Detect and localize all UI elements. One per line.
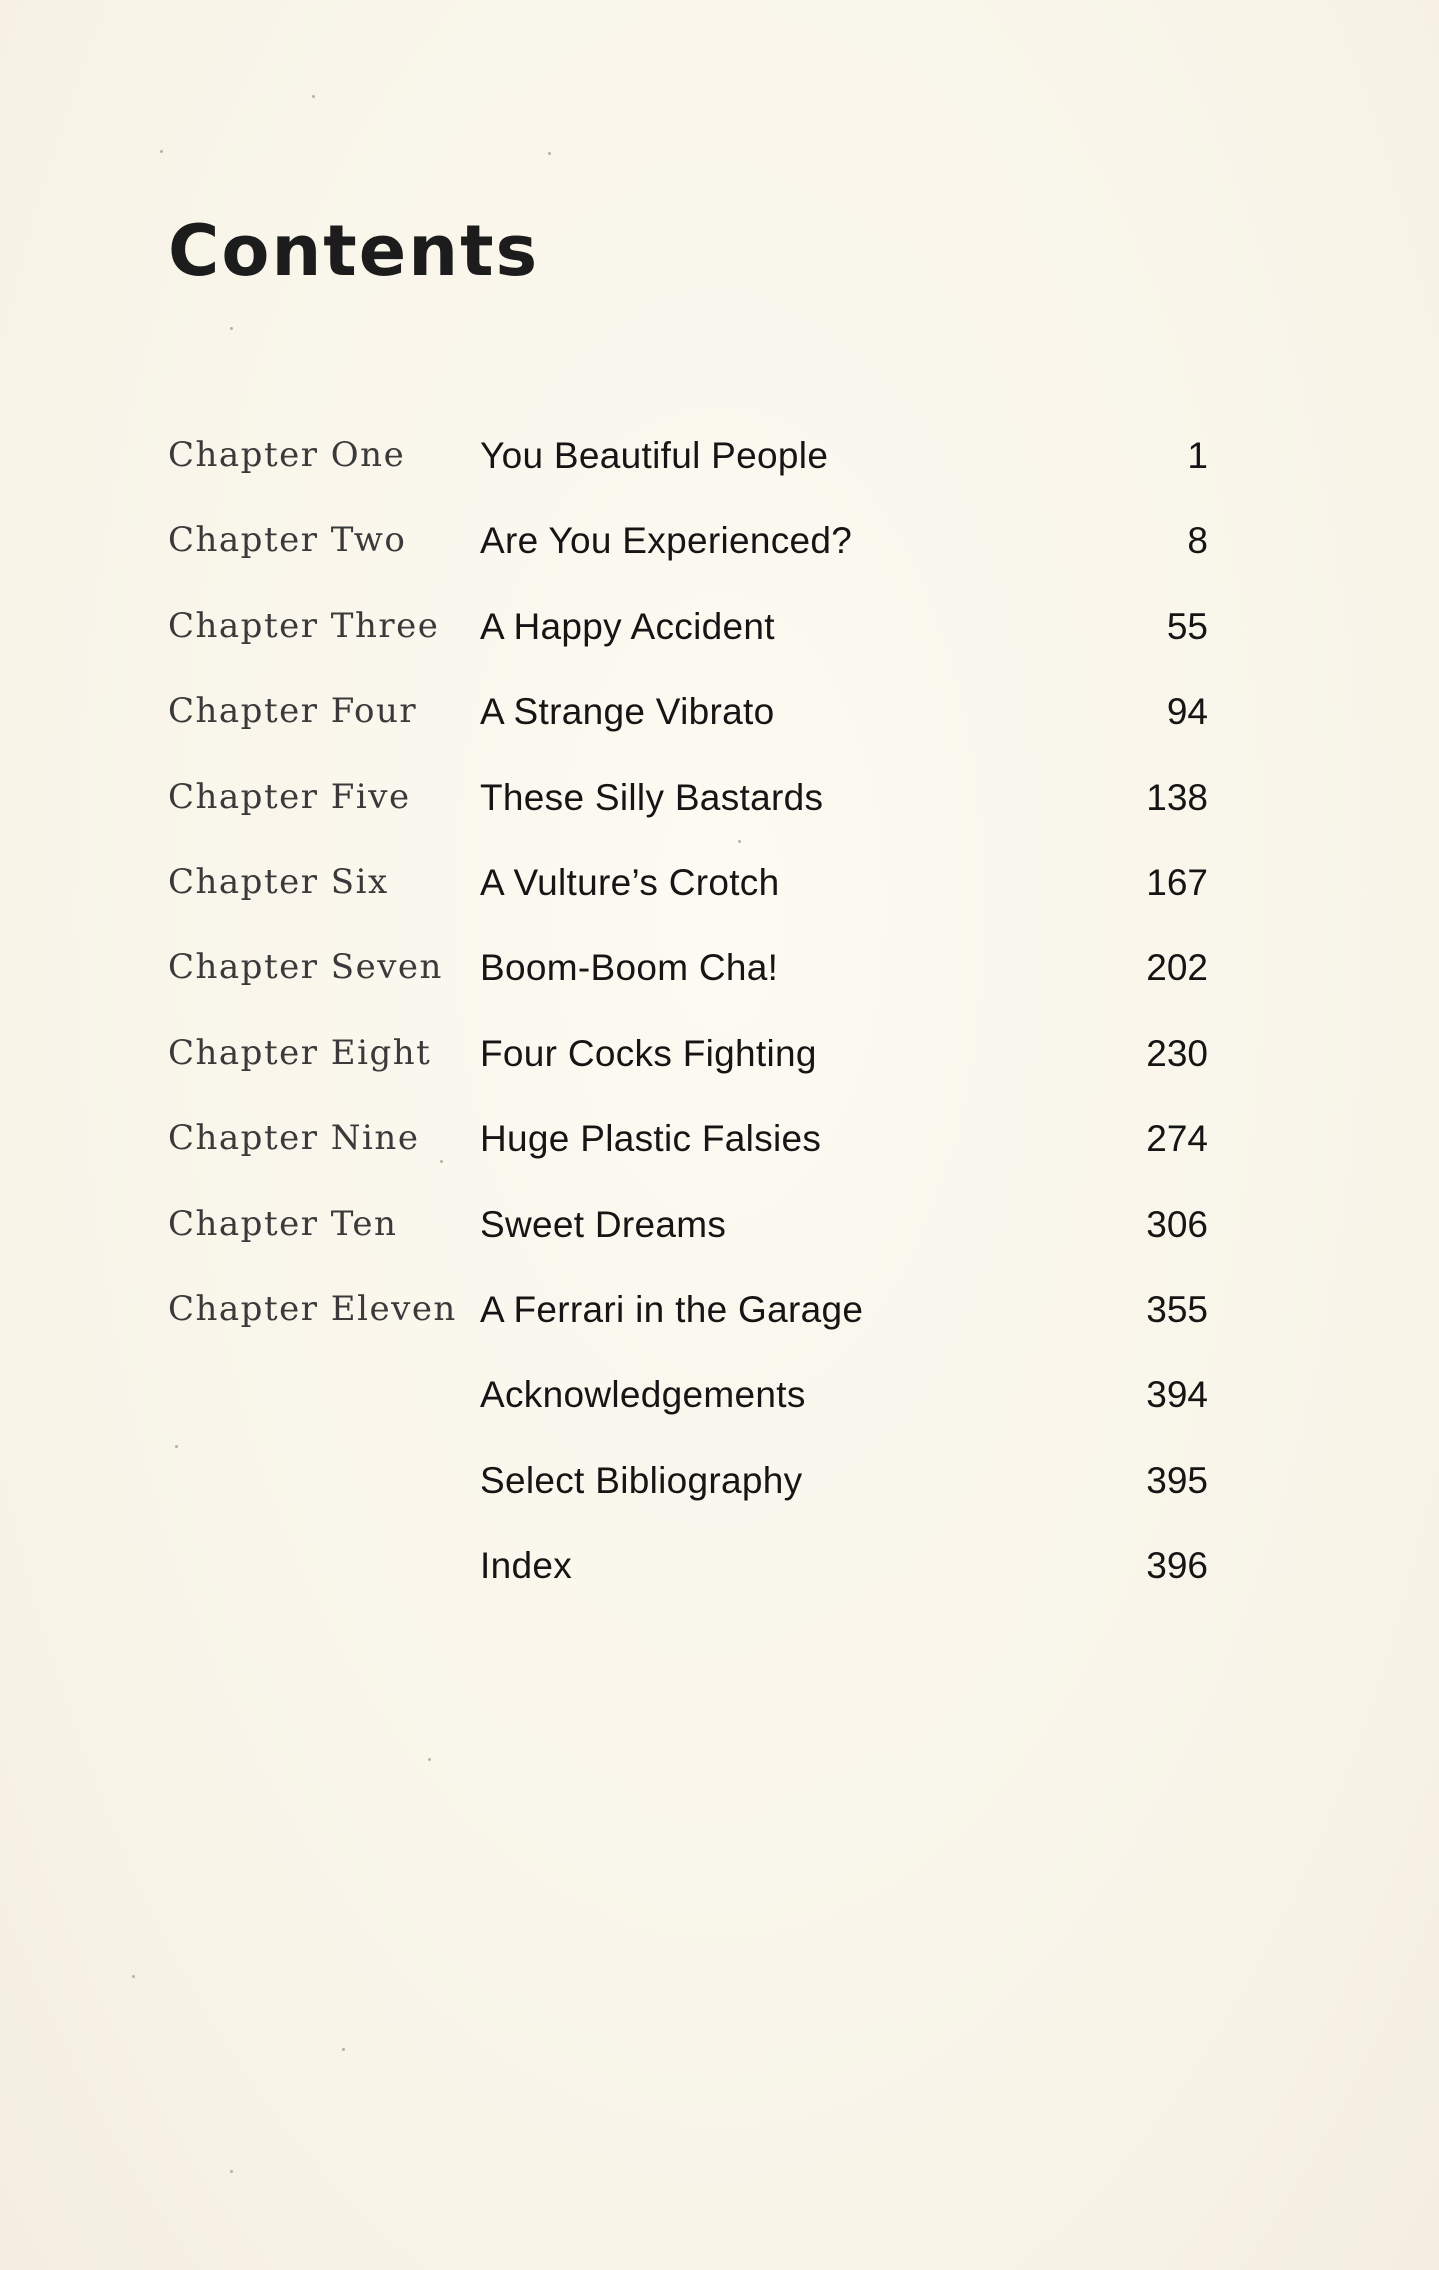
- toc-entry: [168, 852, 1208, 937]
- chapter-title: A Ferrari in the Garage: [480, 1288, 864, 1330]
- toc-entry: [168, 1364, 1208, 1449]
- toc-entry: [168, 1194, 1208, 1279]
- chapter-label: Chapter One: [168, 435, 406, 475]
- page-number: 202: [1146, 947, 1208, 989]
- chapter-title: Sweet Dreams: [480, 1203, 727, 1245]
- page-number: 394: [1146, 1374, 1208, 1416]
- paper-speck: [428, 1758, 431, 1761]
- paper-speck: [160, 150, 163, 153]
- page-number: 306: [1146, 1203, 1208, 1245]
- chapter-title: A Vulture’s Crotch: [480, 861, 780, 903]
- chapter-title: You Beautiful People: [480, 435, 829, 476]
- paper-speck: [738, 840, 741, 843]
- chapter-label: Chapter Seven: [168, 947, 443, 988]
- page-number: 138: [1146, 776, 1208, 818]
- page-title: Contents: [168, 210, 540, 292]
- chapter-label: Chapter Six: [168, 861, 389, 902]
- page-number: 396: [1146, 1545, 1208, 1587]
- page-number: 167: [1146, 861, 1208, 903]
- chapter-label: Chapter Three: [168, 605, 440, 646]
- paper-speck: [312, 95, 315, 98]
- paper-speck: [440, 1160, 443, 1163]
- paper-speck: [342, 2048, 345, 2051]
- paper-speck: [132, 1975, 135, 1978]
- page-number: 94: [1166, 691, 1208, 733]
- toc-entry: [168, 937, 1208, 1022]
- paper-speck: [230, 2170, 233, 2173]
- section-title: Index: [480, 1545, 573, 1587]
- page-number: 355: [1146, 1288, 1208, 1330]
- toc-entry: [168, 596, 1208, 681]
- chapter-label: Chapter Nine: [168, 1118, 420, 1159]
- chapter-label: Chapter Four: [168, 691, 418, 732]
- chapter-label: Chapter Eleven: [168, 1288, 457, 1329]
- page-number: 55: [1166, 605, 1208, 647]
- chapter-title: A Happy Accident: [480, 605, 775, 647]
- toc-entry: [168, 681, 1208, 766]
- page-number: 8: [1187, 520, 1208, 562]
- section-title: Acknowledgements: [480, 1374, 806, 1416]
- table-of-contents: [168, 425, 1208, 1620]
- toc-entry: [168, 1535, 1208, 1620]
- toc-entry: [168, 1450, 1208, 1535]
- page-number: 395: [1146, 1459, 1208, 1501]
- chapter-title: A Strange Vibrato: [480, 691, 775, 733]
- section-title: Select Bibliography: [480, 1459, 803, 1501]
- page-number: 1: [1187, 435, 1208, 476]
- paper-speck: [548, 152, 551, 155]
- toc-entry: [168, 425, 1208, 510]
- chapter-label: Chapter Eight: [168, 1032, 432, 1073]
- chapter-title: Boom-Boom Cha!: [480, 947, 779, 989]
- chapter-label: Chapter Five: [168, 776, 411, 817]
- chapter-label: Chapter Two: [168, 520, 407, 561]
- chapter-title: Four Cocks Fighting: [480, 1032, 817, 1074]
- paper-speck: [175, 1445, 178, 1448]
- paper-speck: [230, 327, 233, 330]
- page-number: 230: [1146, 1032, 1208, 1074]
- chapter-title: These Silly Bastards: [480, 776, 824, 818]
- toc-entry: [168, 767, 1208, 852]
- chapter-label: Chapter Ten: [168, 1203, 398, 1244]
- chapter-title: Are You Experienced?: [480, 520, 853, 562]
- toc-entry: [168, 1023, 1208, 1108]
- toc-entry: [168, 510, 1208, 595]
- chapter-title: Huge Plastic Falsies: [480, 1118, 822, 1160]
- toc-entry: [168, 1279, 1208, 1364]
- toc-entry: [168, 1108, 1208, 1193]
- page-number: 274: [1146, 1118, 1208, 1160]
